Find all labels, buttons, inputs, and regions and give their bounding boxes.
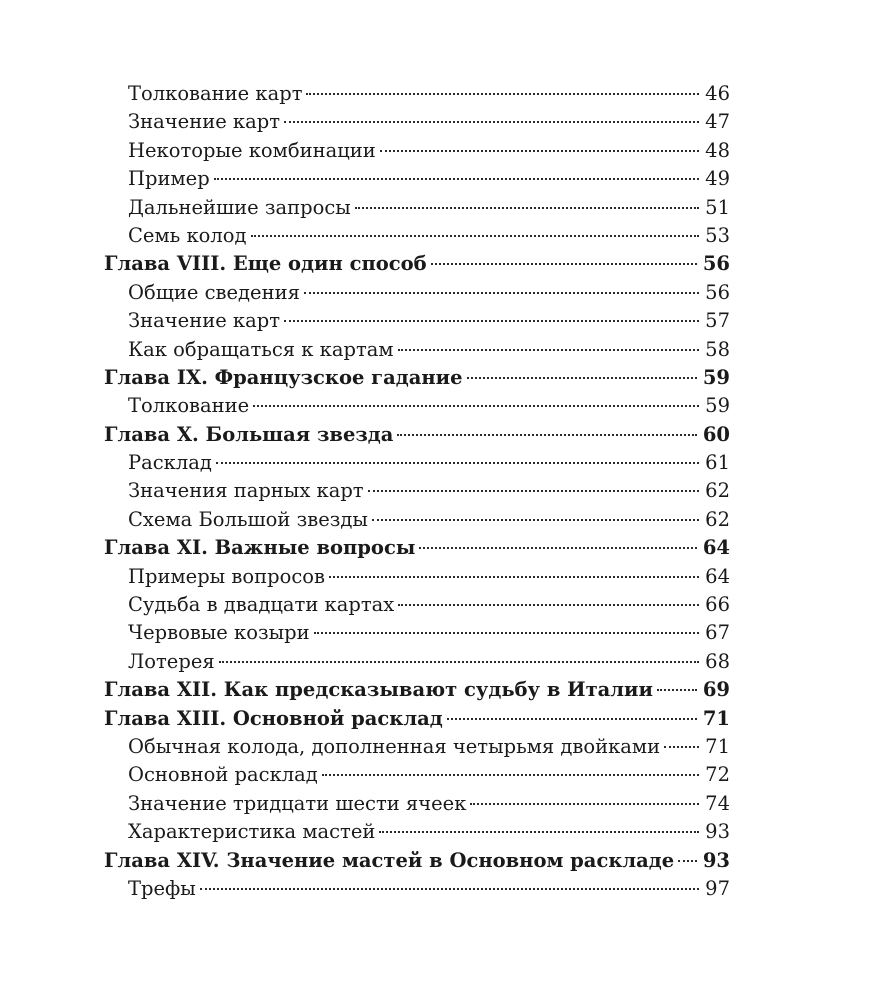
toc-section-entry <box>104 449 730 477</box>
toc-entry-page-number: 67 <box>705 621 730 645</box>
toc-entry-title: Глава IX. Французское гадание <box>104 365 463 389</box>
toc-entry-title: Червовые козыри <box>128 621 310 645</box>
toc-entry-title: Значение тридцати шести ячеек <box>128 791 467 815</box>
dot-leader <box>398 349 700 351</box>
toc-entry-page-number: 61 <box>705 451 730 475</box>
toc-section-entry <box>104 108 730 136</box>
toc-entry-title: Примеры вопросов <box>128 564 325 588</box>
toc-entry-page-number: 93 <box>702 848 730 872</box>
dot-leader <box>200 888 699 890</box>
dot-leader <box>657 689 697 691</box>
toc-section-entry <box>104 477 730 505</box>
toc-entry-page-number: 62 <box>705 507 730 531</box>
toc-entry-page-number: 97 <box>705 876 730 900</box>
toc-entry-page-number: 49 <box>705 167 730 191</box>
dot-leader <box>447 718 697 720</box>
dot-leader <box>322 774 699 776</box>
dot-leader <box>219 661 700 663</box>
dot-leader <box>214 178 699 180</box>
toc-entry-title: Обычная колода, дополненная четырьмя двойками <box>128 734 661 758</box>
toc-entry-page-number: 51 <box>705 195 730 219</box>
toc-entry-title: Семь колод <box>128 223 247 247</box>
toc-section-entry <box>104 307 730 335</box>
toc-entry-page-number: 60 <box>702 422 730 446</box>
toc-entry-page-number: 53 <box>705 223 730 247</box>
toc-chapter-entry <box>104 421 730 449</box>
toc-section-entry <box>104 591 730 619</box>
toc-section-entry <box>104 790 730 818</box>
toc-entry-title: Пример <box>128 167 210 191</box>
toc-section-entry <box>104 875 730 903</box>
toc-entry-page-number: 56 <box>705 280 730 304</box>
dot-leader <box>678 860 697 862</box>
dot-leader <box>304 292 699 294</box>
toc-entry-page-number: 72 <box>705 763 730 787</box>
toc-entry-title: Общие сведения <box>128 280 300 304</box>
toc-entry-title: Значение карт <box>128 110 281 134</box>
toc-section-entry <box>104 222 730 250</box>
toc-entry-page-number: 68 <box>705 649 730 673</box>
toc-chapter-entry <box>104 364 730 392</box>
toc-section-entry <box>104 733 730 761</box>
toc-entry-title: Толкование <box>128 394 250 418</box>
toc-entry-page-number: 69 <box>702 678 730 702</box>
toc-entry-page-number: 71 <box>705 734 730 758</box>
toc-chapter-entry <box>104 676 730 704</box>
dot-leader <box>368 490 700 492</box>
toc-entry-title: Глава XIII. Основной расклад <box>104 706 443 730</box>
toc-entry-title: Трефы <box>128 876 196 900</box>
toc-chapter-entry <box>104 534 730 562</box>
toc-entry-title: Как обращаться к картам <box>128 337 394 361</box>
toc-entry-page-number: 64 <box>705 564 730 588</box>
toc-entry-page-number: 56 <box>702 252 730 276</box>
toc-section-entry <box>104 818 730 846</box>
toc-entry-page-number: 48 <box>705 138 730 162</box>
toc-entry-page-number: 74 <box>705 791 730 815</box>
toc-chapter-entry <box>104 250 730 278</box>
toc-entry-title: Лотерея <box>128 649 215 673</box>
table-of-contents <box>104 80 730 903</box>
toc-entry-page-number: 46 <box>705 82 730 105</box>
dot-leader <box>470 803 699 805</box>
toc-entry-page-number: 57 <box>705 309 730 333</box>
dot-leader <box>284 121 699 123</box>
toc-section-entry <box>104 648 730 676</box>
dot-leader <box>314 632 700 634</box>
toc-section-entry <box>104 392 730 420</box>
toc-section-entry <box>104 563 730 591</box>
toc-entry-title: Толкование карт <box>128 82 303 105</box>
dot-leader <box>329 576 699 578</box>
toc-entry-title: Глава X. Большая звезда <box>104 422 394 446</box>
toc-entry-title: Схема Большой звезды <box>128 507 368 531</box>
toc-entry-title: Дальнейшие запросы <box>128 195 351 219</box>
dot-leader <box>216 462 699 464</box>
toc-section-entry <box>104 336 730 364</box>
dot-leader <box>419 547 696 549</box>
dot-leader <box>397 434 696 436</box>
dot-leader <box>306 93 699 95</box>
toc-entry-page-number: 64 <box>702 536 730 560</box>
toc-chapter-entry <box>104 705 730 733</box>
dot-leader <box>398 604 699 606</box>
toc-entry-title: Глава XI. Важные вопросы <box>104 536 416 560</box>
toc-entry-page-number: 59 <box>702 365 730 389</box>
toc-entry-page-number: 47 <box>705 110 730 134</box>
toc-section-entry <box>104 279 730 307</box>
dot-leader <box>664 746 699 748</box>
toc-entry-title: Значения парных карт <box>128 479 364 503</box>
dot-leader <box>253 405 699 407</box>
toc-entry-title: Значение карт <box>128 309 281 333</box>
dot-leader <box>467 377 697 379</box>
dot-leader <box>355 207 699 209</box>
toc-entry-page-number: 59 <box>705 394 730 418</box>
toc-section-entry <box>104 506 730 534</box>
toc-entry-page-number: 66 <box>705 593 730 617</box>
toc-entry-page-number: 58 <box>705 337 730 361</box>
toc-section-entry <box>104 165 730 193</box>
toc-section-entry <box>104 619 730 647</box>
dot-leader <box>431 263 697 265</box>
toc-entry-page-number: 71 <box>702 706 730 730</box>
toc-entry-title: Глава VIII. Еще один способ <box>104 252 427 276</box>
toc-entry-title: Глава XII. Как предсказывают судьбу в Италии <box>104 678 653 702</box>
dot-leader <box>379 831 699 833</box>
toc-section-entry <box>104 194 730 222</box>
toc-entry-title: Основной расклад <box>128 763 318 787</box>
toc-entry-page-number: 62 <box>705 479 730 503</box>
toc-section-entry <box>104 80 730 108</box>
dot-leader <box>380 150 699 152</box>
dot-leader <box>372 519 699 521</box>
toc-entry-title: Некоторые комбинации <box>128 138 376 162</box>
toc-section-entry <box>104 137 730 165</box>
toc-entry-title: Расклад <box>128 451 212 475</box>
dot-leader <box>284 320 699 322</box>
toc-section-entry <box>104 761 730 789</box>
toc-entry-page-number: 93 <box>705 820 730 844</box>
toc-entry-title: Глава XIV. Значение мастей в Основном раскладе <box>104 848 675 872</box>
toc-entry-title: Судьба в двадцати картах <box>128 593 395 617</box>
toc-entry-title: Характеристика мастей <box>128 820 376 844</box>
toc-chapter-entry <box>104 847 730 875</box>
dot-leader <box>251 235 700 237</box>
